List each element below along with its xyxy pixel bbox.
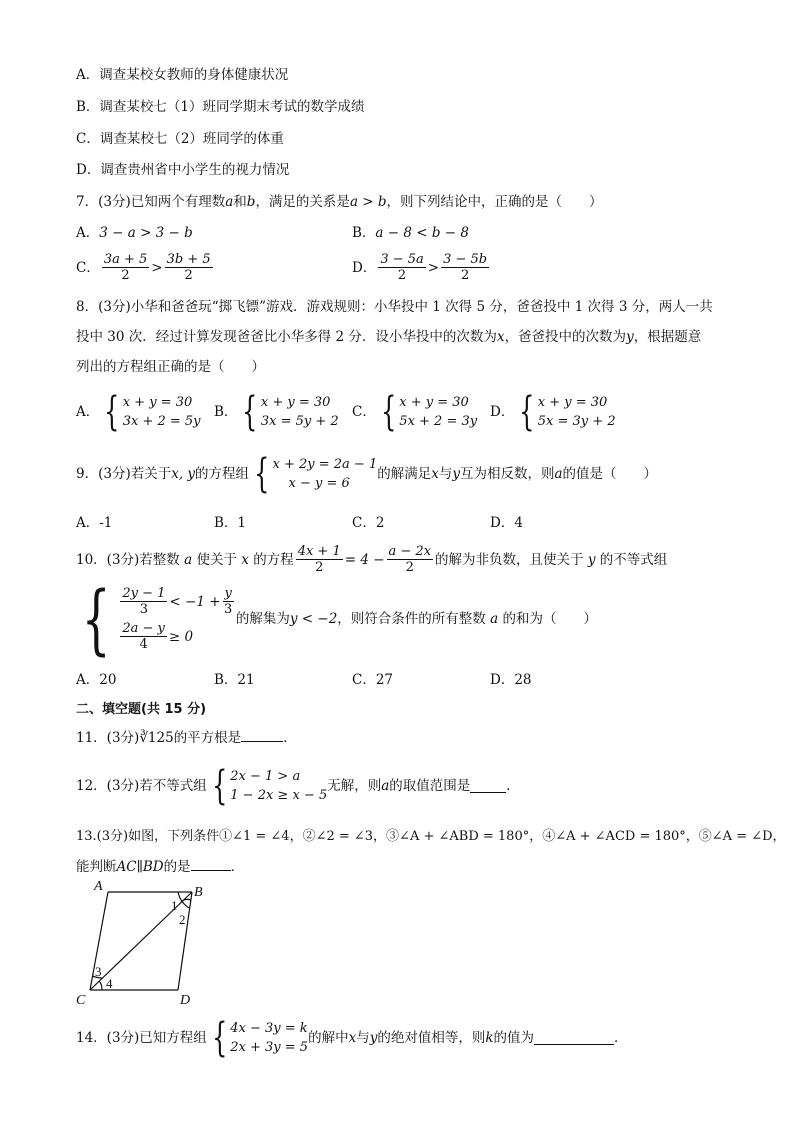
brace: { [104,389,120,435]
q6-option-a: A．调查某校女教师的身体健康状况 [76,67,289,83]
answer-blank[interactable] [534,1032,614,1045]
q8-line-1: 8．(3分)小华和爸爸玩“掷飞镖”游戏．游戏规则：小华投中 1 次得 5 分，爸爸投中 1 次得 3 分，两人一共 [76,299,713,315]
q9-option-b: B．1 [214,515,247,531]
q7-option-c: C． $\frac{3a + 5}{2}$ > $\frac{3b + 5}{2}$ [76,252,211,283]
q6-option-d: D．调查贵州省中小学生的视力情况 [76,162,290,178]
fraction: $\frac{3 - 5b}{2}$ [443,252,488,283]
q8-option-b: B． { x + y = 30 3x = 5y + 2 [214,389,339,435]
equation-system: x + y = 30 5x = 3y + 2 [537,395,616,429]
q9-option-a: A．-1 [76,515,113,531]
brace: { [519,389,535,435]
q10-inequality-system: { $\frac{2y - 1}{3}$ < −1 + $\frac{y}{3}$ $\frac{2a - y}{4}$ ≥ 0 的解集为y < −2，则符合条件的所有整数 a 的和为（ ） [81,574,597,663]
q7-option-b: B．a − 8 < b − 8 [352,225,469,241]
vertex-label-b: B [194,885,203,900]
edge-bd [178,892,192,990]
equation-system: 4x − 3y = k 2x + 3y = 5 [230,1021,309,1055]
q8-option-d: D． { x + y = 30 5x = 3y + 2 [490,389,616,435]
q7-option-a: A．3 − a > 3 − b [76,225,193,241]
q9-option-d: D．4 [490,515,523,531]
vertex-label-c: C [76,993,86,1008]
equation-system: x + 2y = 2a − 1 x − y = 6 [272,457,378,491]
q13-line-1: 13.(3分)如图，下列条件①∠1 = ∠4，②∠2 = ∠3，③∠A + ∠ABD = 180°，④∠A + ∠ACD = 180°，⑤∠A = ∠D， [76,829,786,844]
q10-stem: 10．(3分)若整数 a 使关于 x 的方程 $\frac{4x + 1}{2}$ = 4 − $\frac{a - 2x}{2}$ 的解为非负数，且使关于 y 的不等式组 [76,544,668,575]
q8-option-a: A． { x + y = 30 3x + 2 = 5y [76,389,201,435]
q7-option-d: D． $\frac{3 - 5a}{2}$ > $\frac{3 - 5b}{2}$ [352,252,488,283]
fraction: $\frac{4x + 1}{2}$ [297,544,341,575]
fraction: $\frac{y}{3}$ [224,586,233,617]
fraction: $\frac{2a - y}{4}$ [122,621,165,652]
answer-blank[interactable] [241,729,283,742]
equation-system: x + y = 30 3x + 2 = 5y [122,395,201,429]
angle-label-4: 4 [106,976,113,991]
fraction: $\frac{3a + 5}{2}$ [103,252,148,283]
brace: { [211,1015,228,1061]
q11-stem: 11．(3分)∛125的平方根是 ． [76,730,297,746]
section-heading-fill-in: 二、填空题(共 15 分) [76,702,207,717]
q9-stem: 9．(3分)若关于x, y的方程组 { x + 2y = 2a − 1 x − y = 6 的解满足x与y互为相反数，则a的值是（ ） [76,451,658,497]
q6-option-b: B．调查某校七（1）班同学期末考试的数学成绩 [76,99,365,115]
q6-option-c: C．调查某校七（2）班同学的体重 [76,131,284,147]
brace: { [81,574,111,663]
q8-option-c: C． { x + y = 30 5x + 2 = 3y [352,389,478,435]
fraction: $\frac{3 - 5a}{2}$ [380,252,424,283]
equation-system: x + y = 30 5x + 2 = 3y [399,395,478,429]
brace: { [254,451,270,497]
angle-label-3: 3 [95,964,102,979]
q7-stem: 7．(3分)已知两个有理数a和b，满足的关系是a > b，则下列结论中，正确的是（ ） [76,194,603,210]
q10-option-d: D．28 [490,672,532,688]
q10-option-a: A．20 [76,672,117,688]
q8-line-2: 投中 30 次．经过计算发现爸爸比小华多得 2 分．设小华投中的次数为x，爸爸投中的次数为y，根据题意 [76,329,702,345]
q10-option-b: B．21 [214,672,255,688]
brace: { [242,389,258,435]
answer-blank[interactable] [470,780,506,793]
q13-line-2: 能判断AC∥BD的是 ． [76,859,245,875]
answer-blank[interactable] [191,858,231,871]
vertex-label-d: D [180,993,191,1008]
angle-arc-4 [99,981,102,990]
equation-system: x + y = 30 3x = 5y + 2 [260,395,339,429]
parallelogram-figure [70,880,220,1010]
brace: { [211,763,228,809]
q8-line-3: 列出的方程组正确的是（ ） [76,359,265,375]
q10-option-c: C．27 [352,672,394,688]
fraction: $\frac{2y - 1}{3}$ [122,586,166,617]
inequality-system: 2x − 1 > a 1 − 2x ≥ x − 5 [230,769,328,803]
q14-stem: 14．(3分)已知方程组 { 4x − 3y = k 2x + 3y = 5 的解中x与y的绝对值相等，则k的值为 ． [76,1015,628,1061]
q12-stem: 12．(3分)若不等式组 { 2x − 1 > a 1 − 2x ≥ x − 5 无解，则a的取值范围是 ． [76,763,520,809]
angle-label-1: 1 [171,898,178,913]
vertex-label-a: A [94,880,103,894]
brace: { [380,389,397,435]
angle-label-2: 2 [179,912,186,927]
fraction: $\frac{a - 2x}{2}$ [388,544,432,575]
q9-option-c: C．2 [352,515,385,531]
fraction: $\frac{3b + 5}{2}$ [166,252,211,283]
